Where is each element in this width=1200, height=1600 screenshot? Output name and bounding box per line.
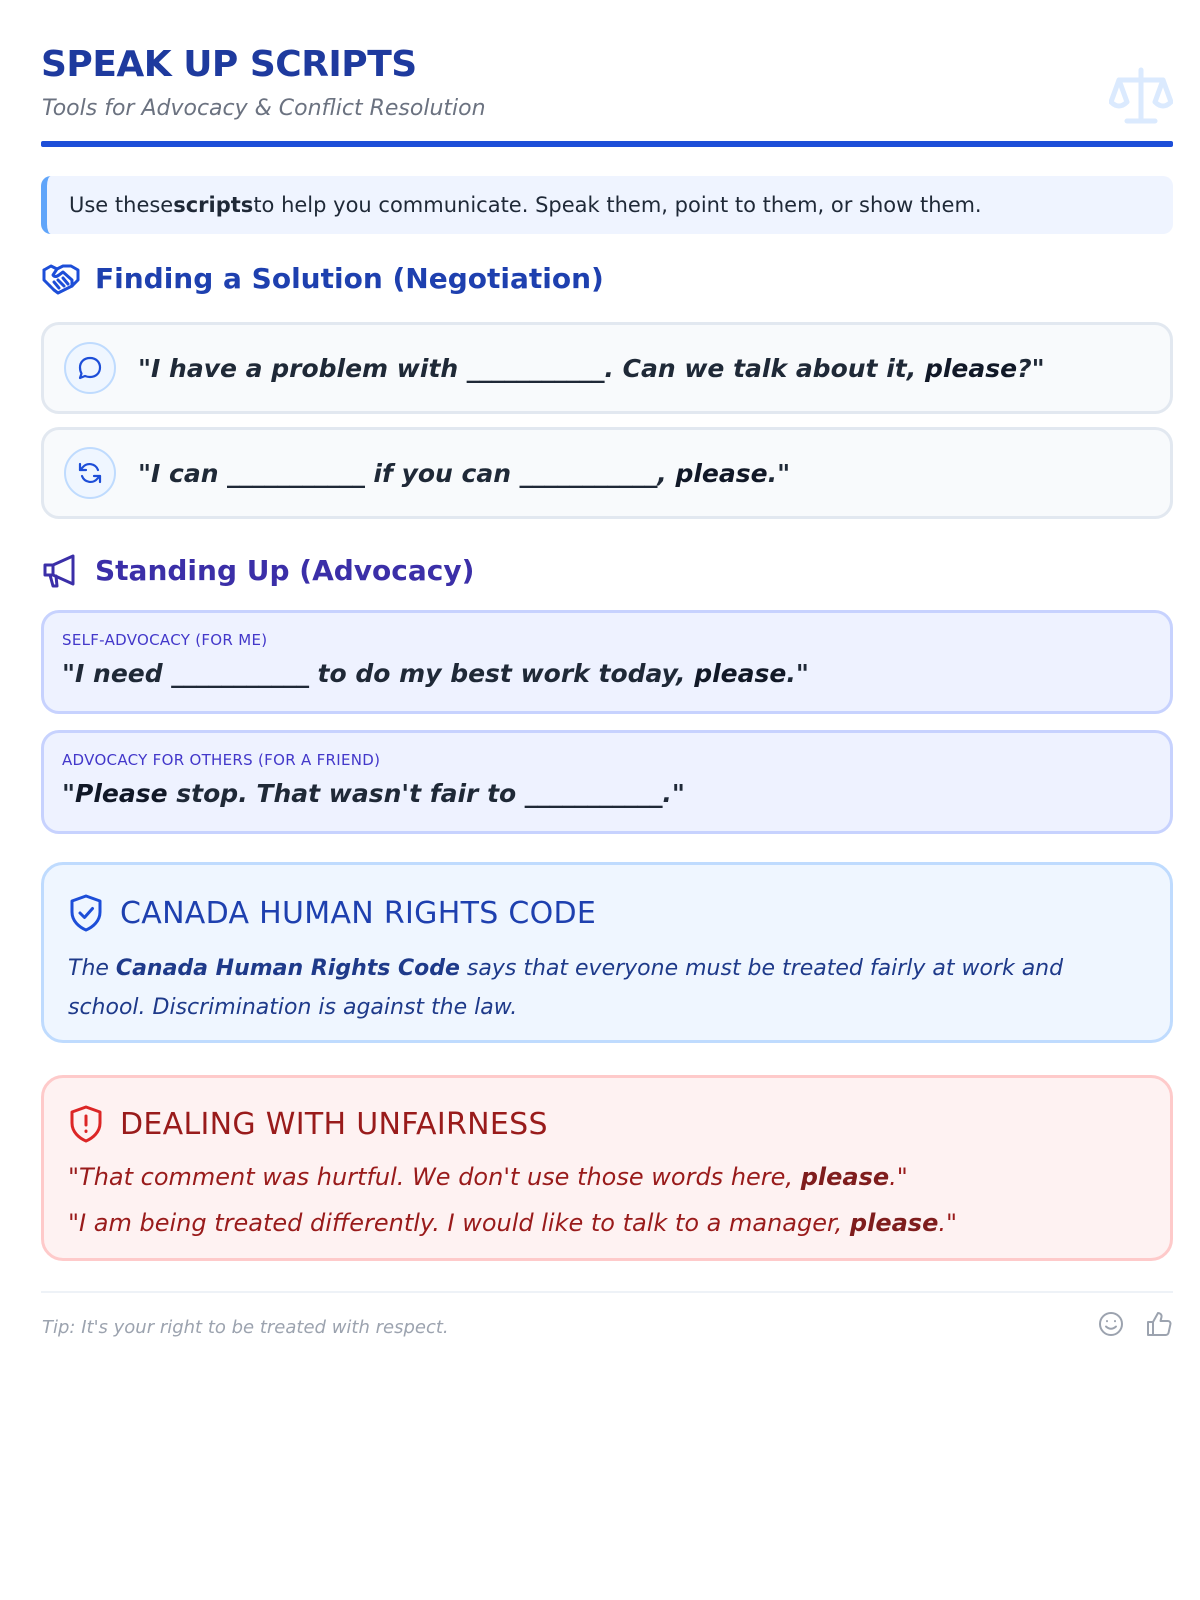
advocacy-text-after: stop. That wasn't fair to ___________."	[167, 779, 685, 808]
others-advocacy-card	[41, 730, 1173, 834]
dealing-with-unfairness-box	[41, 1075, 1173, 1261]
advocacy-text-before: "	[62, 779, 76, 808]
advocacy-text-before: "I need ___________ to do my best work today,	[62, 659, 695, 688]
self-advocacy-card	[41, 610, 1173, 714]
footer-tip: Tip: It's your right to be treated with respect.	[42, 1317, 449, 1338]
unfairness-box-heading	[68, 1104, 1170, 1144]
negotiation-script-text	[138, 459, 790, 488]
script-text-after: ?"	[1017, 353, 1045, 383]
unfairness-script-line	[68, 1160, 1170, 1194]
script-text-after: ."	[767, 458, 791, 488]
intro-text-after: to help you communicate. Speak them, point to them, or show them.	[253, 193, 982, 217]
advocacy-card-text	[62, 659, 1170, 688]
rights-box-heading	[68, 893, 1170, 933]
speak-up-scripts-page	[41, 0, 1173, 1338]
advocacy-heading	[41, 550, 474, 590]
refresh-icon	[76, 459, 104, 487]
shield-check-icon	[68, 893, 104, 933]
header	[41, 0, 1173, 148]
scales-icon	[1109, 66, 1173, 126]
human-rights-code-box	[41, 862, 1173, 1043]
negotiation-script-text	[138, 354, 1045, 383]
refresh-icon-wrap	[64, 447, 116, 499]
thumbs-up-icon[interactable]	[1145, 1310, 1173, 1338]
negotiation-heading	[41, 258, 604, 298]
megaphone-icon	[41, 550, 81, 590]
unfairness-script-line	[68, 1206, 1170, 1240]
rights-text-after: says that everyone must be treated fairly at work and school. Discrimination is against the law.	[68, 956, 1064, 1020]
advocacy-text-bold: Please	[75, 779, 168, 808]
unfair-text-after: ."	[938, 1209, 958, 1237]
intro-text-before: Use these	[69, 193, 174, 217]
page-title: SPEAK UP SCRIPTS	[41, 44, 417, 85]
advocacy-heading-text: Standing Up (Advocacy)	[95, 553, 475, 587]
advocacy-card-label: ADVOCACY FOR OTHERS (FOR A FRIEND)	[62, 751, 381, 769]
unfair-text-bold: please	[849, 1209, 939, 1237]
script-text-bold: please	[675, 458, 768, 488]
unfair-text-after: ."	[889, 1163, 908, 1191]
rights-box-body	[68, 949, 1170, 1027]
unfairness-box-title: DEALING WITH UNFAIRNESS	[120, 1106, 548, 1142]
intro-text-bold: scripts	[173, 193, 254, 217]
footer-divider	[41, 1291, 1173, 1293]
handshake-icon	[41, 258, 81, 298]
page-subtitle: Tools for Advocacy & Conflict Resolution	[42, 96, 486, 121]
negotiation-heading-text: Finding a Solution (Negotiation)	[95, 261, 604, 295]
shield-alert-icon	[68, 1104, 104, 1144]
unfair-text-before: "I am being treated differently. I would like to talk to a manager,	[68, 1209, 850, 1237]
chat-bubble-icon	[76, 354, 104, 382]
chat-bubble-icon-wrap	[64, 342, 116, 394]
unfair-text-before: "That comment was hurtful. We don't use those words here,	[68, 1163, 801, 1191]
header-divider	[41, 141, 1173, 147]
advocacy-text-bold: please	[694, 659, 787, 688]
footer-icons	[1097, 1310, 1173, 1338]
advocacy-card-label: SELF-ADVOCACY (FOR ME)	[62, 631, 268, 649]
rights-box-title: CANADA HUMAN RIGHTS CODE	[120, 895, 597, 931]
advocacy-card-text	[62, 779, 1170, 808]
script-text-bold: please	[924, 353, 1018, 383]
rights-text-bold: Canada Human Rights Code	[115, 956, 460, 981]
unfair-text-bold: please	[800, 1163, 890, 1191]
advocacy-text-after: ."	[786, 659, 809, 688]
rights-text-before: The	[68, 956, 116, 981]
intro-note	[41, 176, 1173, 234]
script-text-before: "I have a problem with ___________. Can we talk about it,	[138, 353, 925, 383]
script-text-before: "I can ___________ if you can ___________,	[138, 458, 676, 488]
smile-icon[interactable]	[1097, 1310, 1125, 1338]
negotiation-script-card	[41, 322, 1173, 414]
negotiation-script-card	[41, 427, 1173, 519]
